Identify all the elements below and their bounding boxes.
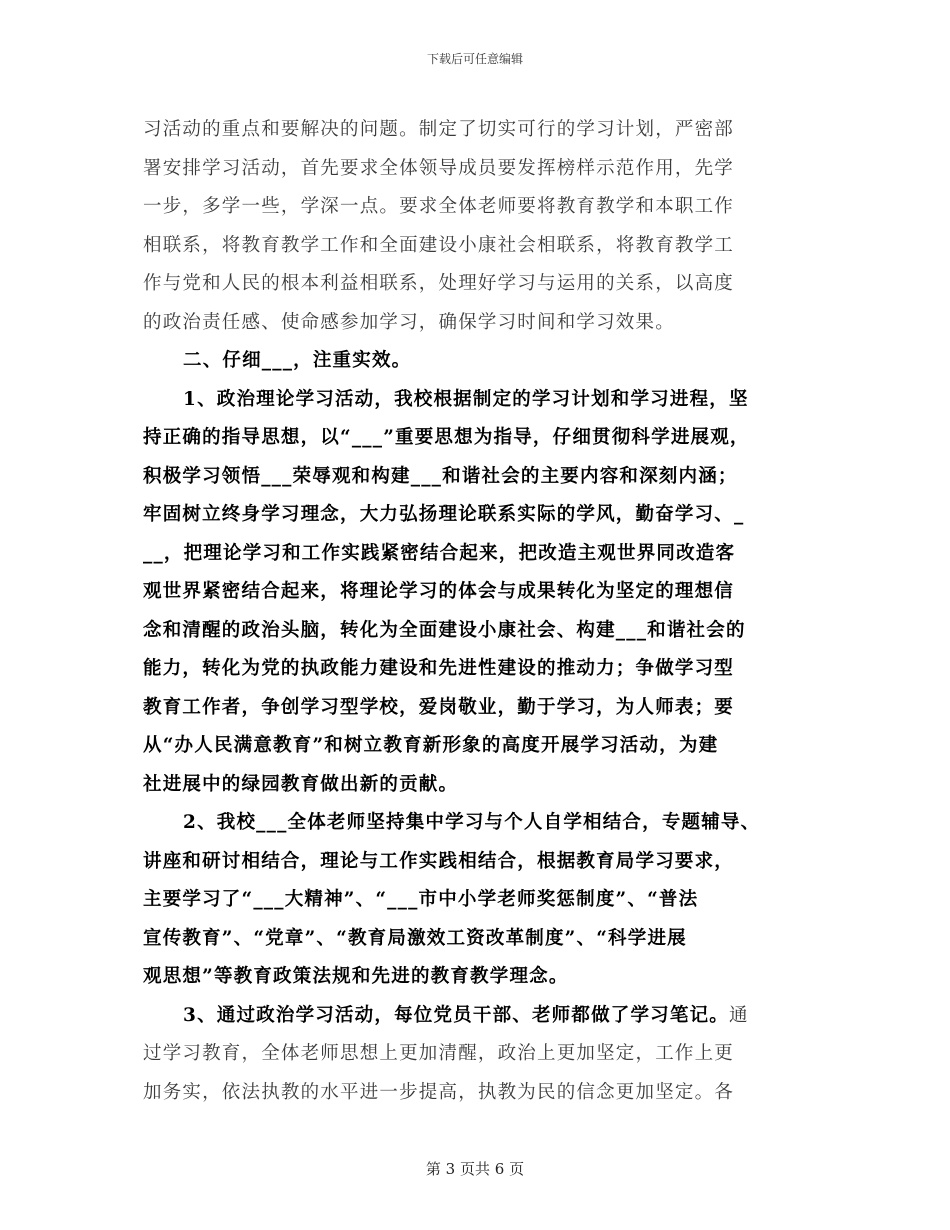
text-line: 主要学习了“___大精神”、“___市中小学老师奖惩制度”、“普法: [143, 889, 699, 910]
page-footer: 第 3 页共 6 页: [425, 1160, 525, 1178]
text-line: 1、政治理论学习活动，我校根据制定的学习计划和学习进程，坚: [183, 388, 749, 410]
text-line-light-part: 通: [728, 1004, 749, 1026]
text-line: 过学习教育，全体老师思想上更加清醒，政治上更加坚定，工作上更: [143, 1043, 735, 1064]
text-line: 加务实，依法执教的水平进一步提高，执教为民的信念更加坚定。各: [143, 1081, 735, 1103]
text-line: 署安排学习活动，首先要求全体领导成员要发挥榜样示范作用，先学: [143, 157, 735, 179]
text-line: 一步，多学一些，学深一点。要求全体老师要将教育教学和本职工作: [143, 196, 735, 217]
text-line: 念和清醒的政治头脑，转化为全面建设小康社会、构建___和谐社会的: [143, 619, 746, 641]
text-line: 二、仔细___，注重实效。: [183, 350, 412, 371]
text-line: 持正确的指导思想，以“___”重要思想为指导，仔细贯彻科学进展观，: [143, 427, 750, 448]
document-body: [143, 111, 807, 1112]
text-line: 相联系，将教育教学工作和全面建设小康社会相联系，将教育教学工: [143, 234, 735, 256]
text-line: 观世界紧密结合起来，将理论学习的体会与成果转化为坚定的理想信: [143, 581, 735, 602]
text-line: __，把理论学习和工作实践紧密结合起来，把改造主观世界同改造客: [143, 542, 736, 564]
text-line: 能力，转化为党的执政能力建设和先进性建设的推动力；争做学习型: [143, 658, 735, 679]
text-line: [143, 997, 807, 1036]
text-line: 从“办人民满意教育”和树立教育新形象的高度开展学习活动，为建: [143, 735, 719, 756]
text-line: 习活动的重点和要解决的问题。制定了切实可行的学习计划，严密部: [143, 119, 735, 140]
text-line: 作与党和人民的根本利益相联系，处理好学习与运用的关系，以高度: [143, 273, 735, 294]
text-line: 教育工作者，争创学习型学校，爱岗敬业，勤于学习，为人师表；要: [143, 696, 735, 718]
text-line: 2、我校___全体老师坚持集中学习与个人自学相结合，专题辅导、: [183, 812, 761, 833]
text-line: 宣传教育”、“党章”、“教育局激效工资改革制度”、“科学进展: [143, 927, 687, 949]
text-line: 牢固树立终身学习理念，大力弘扬理论联系实际的学风，勤奋学习、_: [143, 504, 745, 525]
text-line: 积极学习领悟___荣辱观和构建___和谐社会的主要内容和深刻内涵；: [143, 465, 738, 487]
text-line: 观思想”等教育政策法规和先进的教育教学理念。: [143, 966, 569, 987]
text-line: 的政治责任感、使命感参加学习，确保学习时间和学习效果。: [143, 311, 675, 333]
text-line-bold-part: 3、通过政治学习活动，每位党员干部、老师都做了学习笔记。: [183, 1004, 729, 1026]
page-header: 下载后可任意编辑: [426, 52, 523, 66]
text-line: 讲座和研讨相结合，理论与工作实践相结合，根据教育局学习要求，: [143, 850, 735, 872]
text-line: 社进展中的绿园教育做出新的贡献。: [143, 773, 459, 795]
